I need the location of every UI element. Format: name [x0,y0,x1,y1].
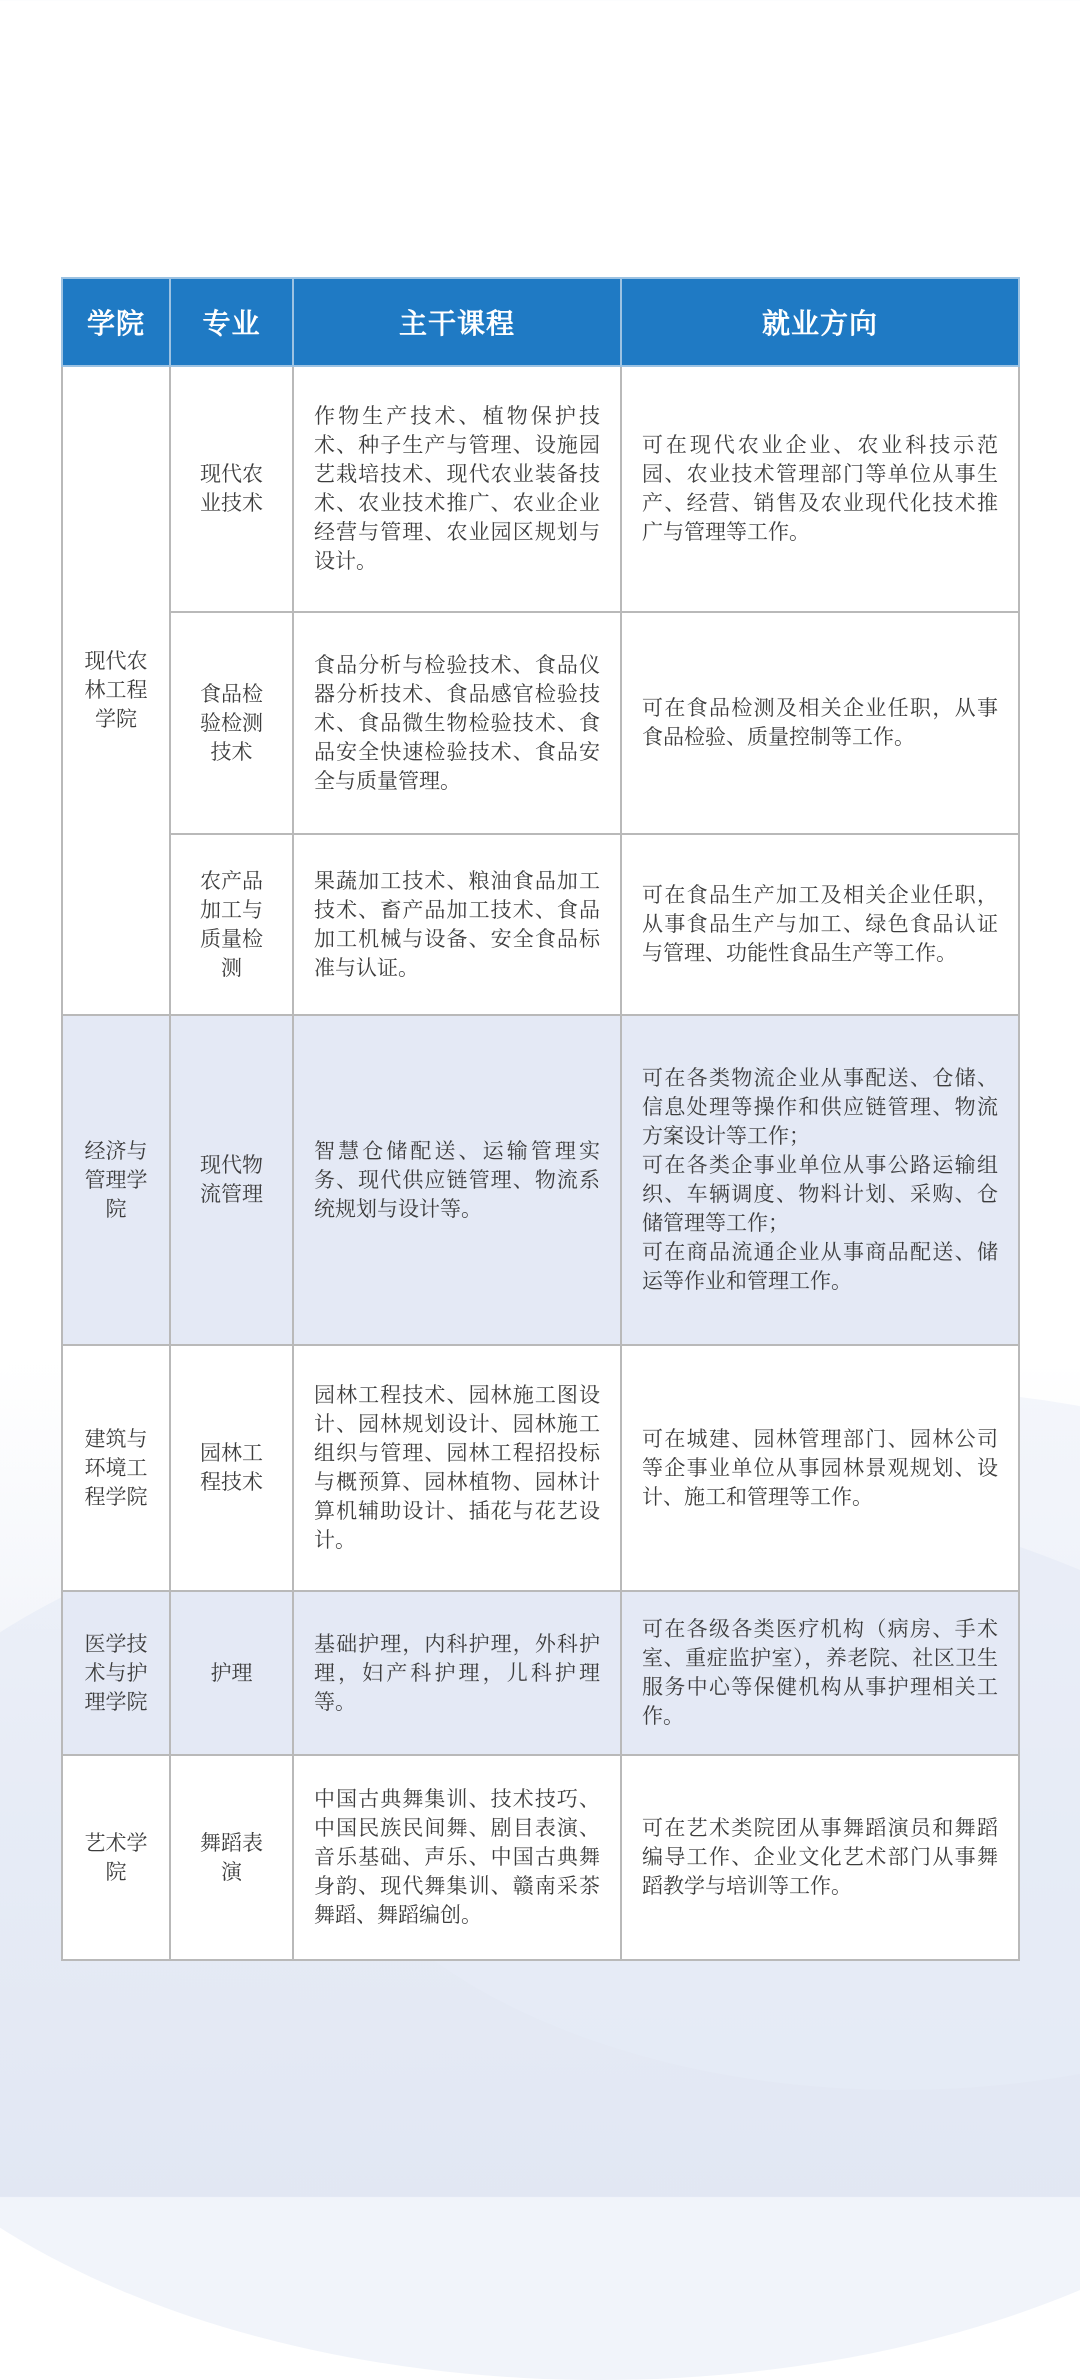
job-line: 可在商品流通企业从事商品配送、储运等作业和管理工作。 [642,1240,998,1293]
table-row [62,1755,1019,1960]
college-cell: 医学技术与护理学院 [62,1591,170,1755]
major-cell: 舞蹈表演 [170,1755,293,1960]
job-line: 可在食品生产加工及相关企业任职，从事食品生产与加工、绿色食品认证与管理、功能性食品生产等工作。 [642,883,998,965]
job-line: 可在现代农业企业、农业科技示范园、农业技术管理部门等单位从事生产、经营、销售及农业现代化技术推广与管理等工作。 [642,433,998,544]
table-row [62,366,1019,612]
major-cell: 食品检验检测技术 [170,612,293,834]
table-row [62,1345,1019,1591]
table-row [62,612,1019,834]
header-courses: 主干课程 [293,278,621,366]
jobs-cell [621,1015,1019,1345]
courses-cell: 中国古典舞集训、技术技巧、中国民族民间舞、剧目表演、音乐基础、声乐、中国古典舞身韵、现代舞集训、赣南采茶舞蹈、舞蹈编创。 [293,1755,621,1960]
header-major: 专业 [170,278,293,366]
courses-cell: 食品分析与检验技术、食品仪器分析技术、食品感官检验技术、食品微生物检验技术、食品安全快速检验技术、食品安全与质量管理。 [293,612,621,834]
jobs-cell [621,612,1019,834]
programs-table [61,277,1020,1961]
jobs-cell [621,1591,1019,1755]
jobs-cell [621,1755,1019,1960]
table-row [62,1591,1019,1755]
college-cell: 建筑与环境工程学院 [62,1345,170,1591]
courses-cell: 园林工程技术、园林施工图设计、园林规划设计、园林施工组织与管理、园林工程招投标与概预算、园林植物、园林计算机辅助设计、插花与花艺设计。 [293,1345,621,1591]
college-cell: 经济与管理学院 [62,1015,170,1345]
college-cell: 现代农林工程学院 [62,366,170,1015]
major-cell: 农产品加工与质量检测 [170,834,293,1015]
job-line: 可在各级各类医疗机构（病房、手术室、重症监护室），养老院、社区卫生服务中心等保健机构从事护理相关工作。 [642,1617,998,1728]
major-cell: 现代物流管理 [170,1015,293,1345]
table-row [62,1015,1019,1345]
header-jobs: 就业方向 [621,278,1019,366]
major-cell: 现代农业技术 [170,366,293,612]
table-row [62,834,1019,1015]
jobs-cell [621,366,1019,612]
courses-cell: 果蔬加工技术、粮油食品加工技术、畜产品加工技术、食品加工机械与设备、安全食品标准与认证。 [293,834,621,1015]
college-cell: 艺术学院 [62,1755,170,1960]
courses-cell: 作物生产技术、植物保护技术、种子生产与管理、设施园艺栽培技术、现代农业装备技术、农业技术推广、农业企业经营与管理、农业园区规划与设计。 [293,366,621,612]
job-line: 可在城建、园林管理部门、园林公司等企事业单位从事园林景观规划、设计、施工和管理等工作。 [642,1426,998,1509]
job-line: 可在食品检测及相关企业任职，从事食品检验、质量控制等工作。 [642,696,998,749]
major-cell: 护理 [170,1591,293,1755]
header-college: 学院 [62,278,170,366]
major-cell: 园林工程技术 [170,1345,293,1591]
jobs-cell [621,834,1019,1015]
job-line: 可在艺术类院团从事舞蹈演员和舞蹈编导工作、企业文化艺术部门从事舞蹈教学与培训等工作。 [642,1816,998,1898]
table-header-row [62,278,1019,366]
jobs-cell [621,1345,1019,1591]
courses-cell: 智慧仓储配送、运输管理实务、现代供应链管理、物流系统规划与设计等。 [293,1015,621,1345]
job-line: 可在各类物流企业从事配送、仓储、信息处理等操作和供应链管理、物流方案设计等工作； [642,1066,998,1148]
job-line: 可在各类企事业单位从事公路运输组织、车辆调度、物料计划、采购、仓储管理等工作； [642,1153,998,1235]
courses-cell: 基础护理，内科护理，外科护理，妇产科护理，儿科护理等。 [293,1591,621,1755]
